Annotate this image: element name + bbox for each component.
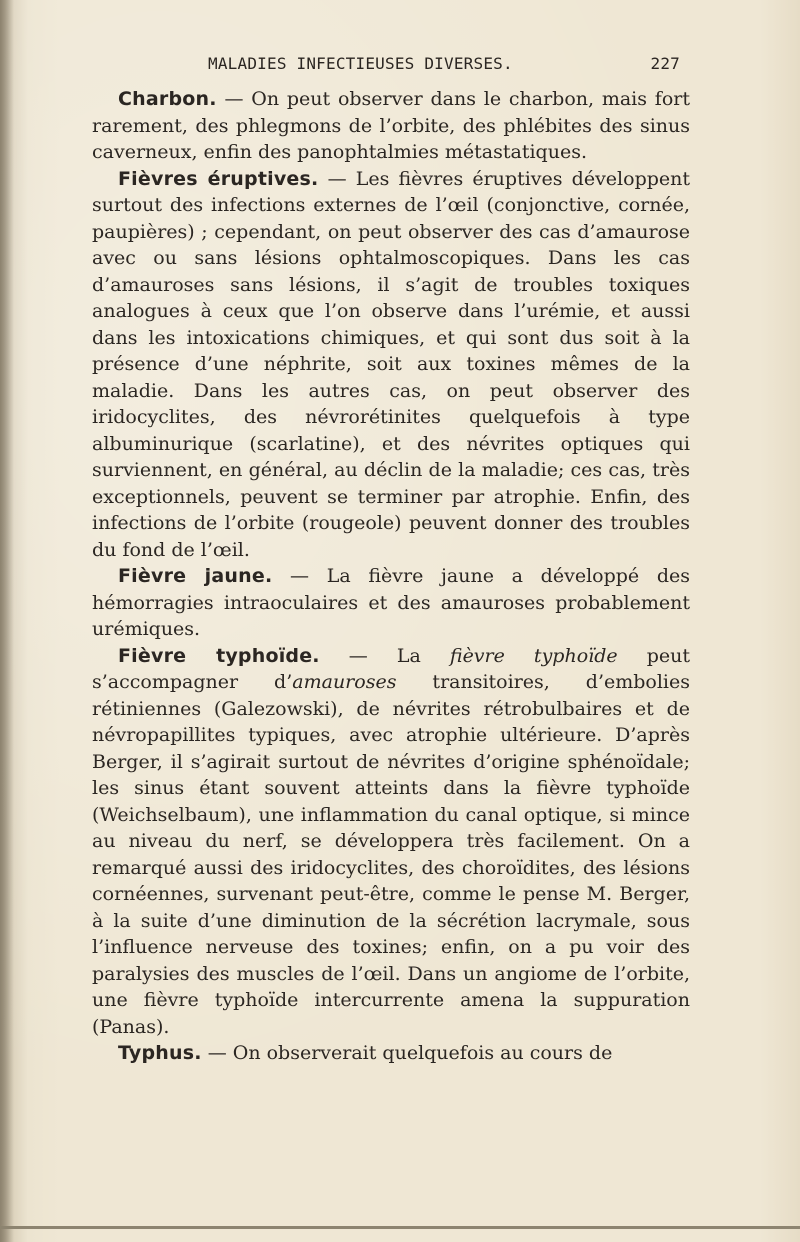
paragraph-typhus	[92, 1040, 690, 1067]
paragraph-text: — Les fièvres éruptives développent surtout des infections externes de l’œil (conjonctive, cornée, paupières) ; cependant, on peut observer des cas d’amaurose avec ou sans lésions ophtalmoscopiques. Dans les cas d’amauroses sans lésions, il s’agit de troubles toxiques analogues à ceux que l’on observe dans l’urémie, et aussi dans les intoxications chimiques, et qui sont dus soit à la présence d’une néphrite, soit aux toxines mêmes de la maladie. Dans les autres cas, on peut observer des iridocyclites, des névrorétinites quelquefois à type albuminurique (scarlatine), et des névrites optiques qui surviennent, en général, au déclin de la maladie; ces cas, très exceptionnels, peuvent se terminer par atrophie. Enfin, des infections de l’orbite (rougeole) peuvent donner des troubles du fond de l’œil.	[92, 167, 691, 561]
section-heading-fievres-eruptives: Fièvres éruptives.	[118, 167, 319, 190]
paragraph-text: peut s’accompagner d’	[92, 644, 690, 693]
paragraph-fievre-jaune	[92, 563, 690, 643]
paragraph-text: — On observerait quelquefois au cours de	[201, 1042, 613, 1064]
running-title: MALADIES INFECTIEUSES DIVERSES.	[208, 54, 513, 73]
paragraph-text: transitoires, d’embolies rétiniennes (Galezowski), de névrites rétrobulbaires et de névropapillites typiques, avec atrophie ultérieure. D’après Berger, il s’agirait surtout de névrites d’origine sphénoïdale; les sinus étant souvent atteints dans la fièvre typhoïde (Weichselbaum), une inflammation du canal optique, si mince au niveau du nerf, se développera très facilement. On a remarqué aussi des iridocyclites, des choroïdites, des lésions cornéennes, survenant peut-être, comme le pense M. Berger, à la suite d’une diminution de la sécrétion lacrymale, sous l’influence nerveuse des toxines; enfin, on a pu voir des paralysies des muscles de l’œil. Dans un angiome de l’orbite, une fièvre typhoïde intercurrente amena la suppuration (Panas).	[92, 671, 690, 1038]
italic-term: fièvre typhoïde	[449, 644, 618, 667]
paragraph-charbon	[92, 86, 690, 166]
body-text	[92, 86, 690, 1067]
paragraph-fievre-typhoide	[92, 643, 690, 1041]
section-heading-charbon: Charbon.	[118, 88, 217, 110]
paragraph-text: — La	[319, 644, 450, 667]
italic-term: amauroses	[292, 671, 397, 693]
paragraph-fievres-eruptives	[92, 166, 690, 564]
paragraph-text: — On peut observer dans le charbon, mais fort rarement, des phlegmons de l’orbite, des phlébites des sinus caverneux, enfin des panophtalmies métastatiques.	[92, 88, 690, 163]
section-heading-fievre-typhoide: Fièvre typhoïde.	[118, 644, 320, 667]
section-heading-fievre-jaune: Fièvre jaune.	[118, 565, 273, 587]
running-header	[96, 50, 686, 80]
page-bottom-edge	[0, 1226, 800, 1229]
binding-shadow	[0, 0, 14, 1242]
section-heading-typhus: Typhus.	[118, 1042, 202, 1064]
paragraph-text: — La fièvre jaune a développé des hémorragies intraoculaires et des amauroses probablement urémiques.	[92, 565, 690, 640]
page-number: 227	[650, 54, 680, 73]
